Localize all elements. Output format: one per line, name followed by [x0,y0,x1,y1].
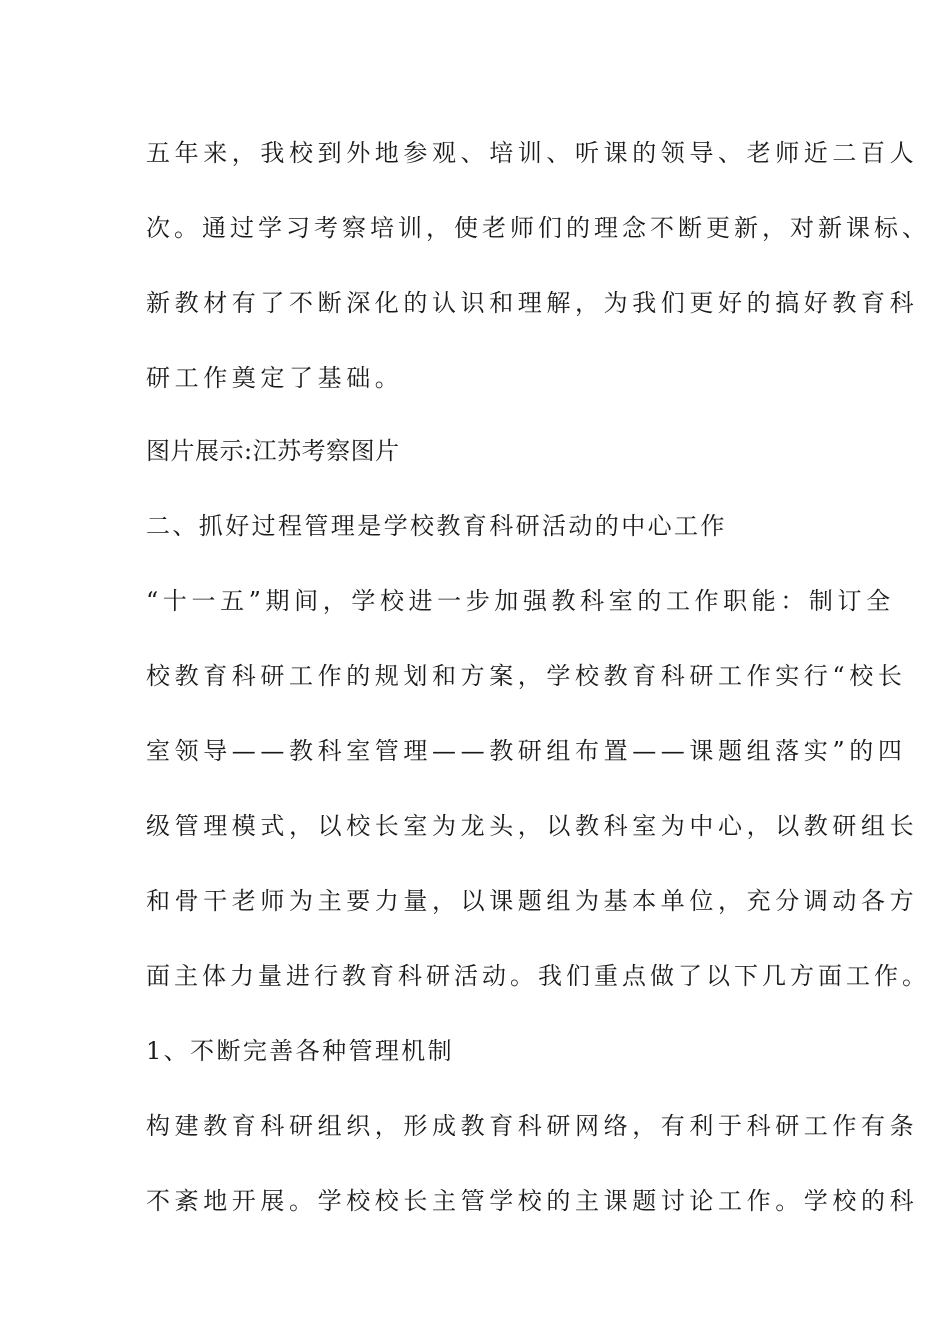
paragraph-line-5: “十一五”期间，学校进一步加强教科室的工作职能：制订全 [146,587,895,615]
paragraph-line-12: 不紊地开展。学校校长主管学校的主课题讨论工作。学校的科 [146,1187,919,1215]
paragraph-line-9: 和骨干老师为主要力量，以课题组为基本单位，充分调动各方 [146,887,919,915]
paragraph-line-3: 新教材有了不断深化的认识和理解，为我们更好的搞好教育科 [146,289,919,317]
paragraph-line-8: 级管理模式，以校长室为龙头，以教科室为中心，以教研组长 [146,812,919,840]
section-heading: 二、抓好过程管理是学校教育科研活动的中心工作 [146,512,727,540]
paragraph-line-10: 面主体力量进行教育科研活动。我们重点做了以下几方面工作。 [146,962,930,990]
image-caption: 图片展示:江苏考察图片 [146,437,400,465]
paragraph-line-4: 研工作奠定了基础。 [146,364,404,392]
paragraph-line-6: 校教育科研工作的规划和方案，学校教育科研工作实行“校长 [146,662,907,690]
paragraph-line-2: 次。通过学习考察培训，使老师们的理念不断更新，对新课标、 [146,214,930,242]
paragraph-line-1: 五年来，我校到外地参观、培训、听课的领导、老师近二百人 [146,139,919,167]
numbered-subheading: 1、不断完善各种管理机制 [146,1037,455,1065]
paragraph-line-7: 室领导——教科室管理——教研组布置——课题组落实”的四 [146,737,907,765]
paragraph-line-11: 构建教育科研组织，形成教育科研网络，有利于科研工作有条 [146,1112,919,1140]
